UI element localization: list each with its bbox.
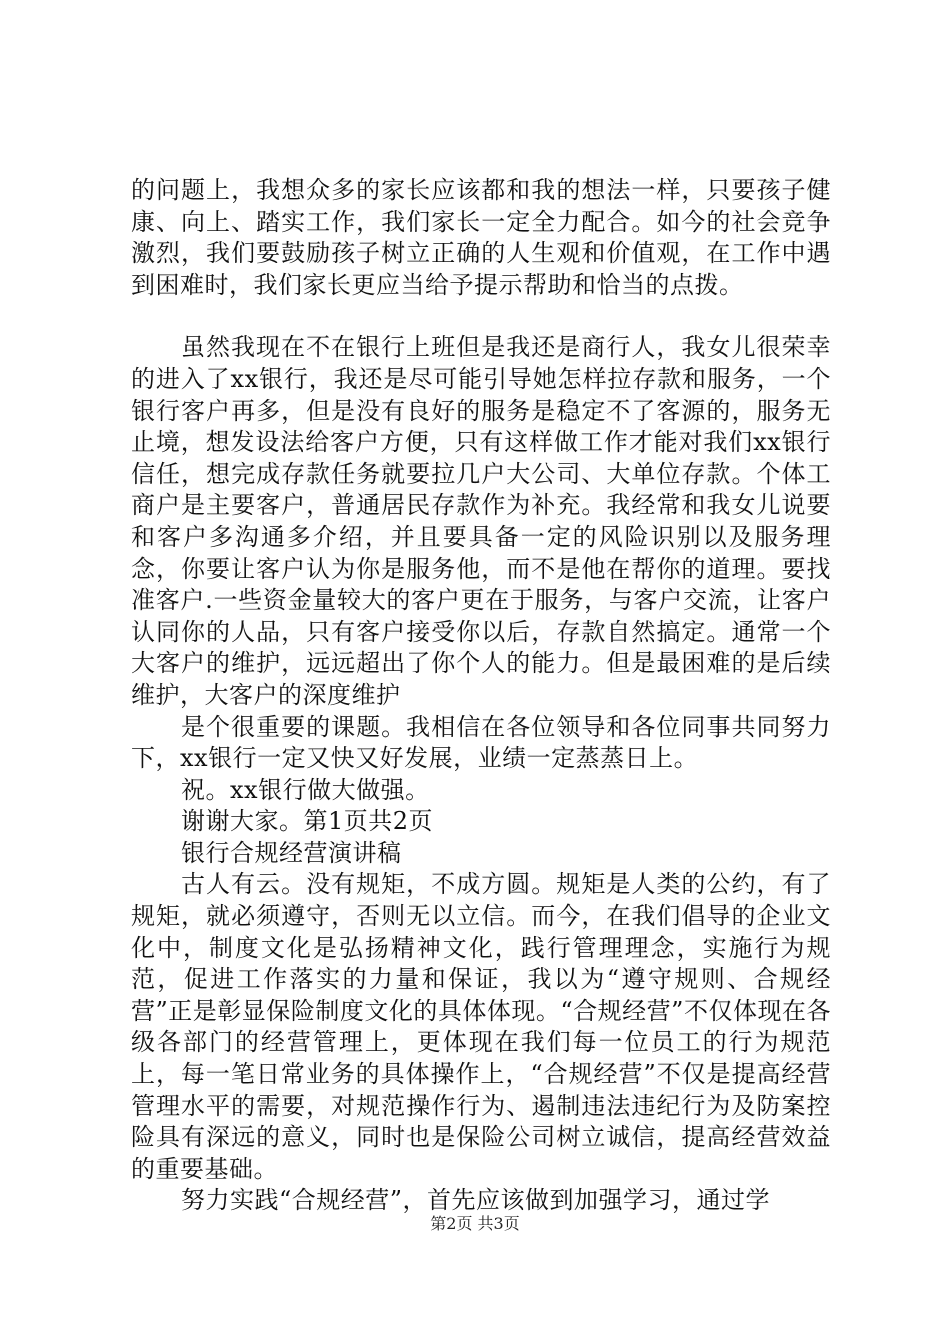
paragraph-parent-cooperation: 的问题上，我想众多的家长应该都和我的想法一样，只要孩子健康、向上、踏实工作，我们家长一定全力配合。如今的社会竞争激烈，我们要鼓励孩子树立正确的人生观和价值观，在工作中遇到困难时，我们家长更应当给予提示帮助和恰当的点拨。 bbox=[131, 176, 831, 299]
paragraph-important-topic: 是个很重要的课题。我相信在各位领导和各位同事共同努力下，xx银行一定又快又好发展，业绩一定蒸蒸日上。 bbox=[131, 712, 831, 773]
paragraph-wish: 祝。xx银行做大做强。 bbox=[181, 775, 430, 804]
paragraph-bank-service: 虽然我现在不在银行上班但是我还是商行人，我女儿很荣幸的进入了xx银行，我还是尽可能引导她怎样拉存款和服务，一个银行客户再多，但是没有良好的服务是稳定不了客源的，服务无止境，想发设法给客户方便，只有这样做工作才能对我们xx银行信任，想完成存款任务就要拉几户大公司、大单位存款。个体工商户是主要客户，普通居民存款作为补充。我经常和我女儿说要和客户多沟通多介绍，并且要具备一定的风险识别以及服务理念，你要让客户认为你是服务他，而不是他在帮你的道理。要找准客户.一些资金量较大的客户更在于服务，与客户交流，让客户认同你的人品，只有客户接受你以后，存款自然搞定。通常一个大客户的维护，远远超出了你个人的能力。但是最困难的是后续维护，大客户的深度维护 bbox=[131, 333, 831, 709]
paragraph-practice: 努力实践“合规经营”，首先应该做到加强学习，通过学 bbox=[181, 1186, 771, 1215]
paragraph-rules: 古人有云。没有规矩，不成方圆。规矩是人类的公约，有了规矩，就必须遵守，否则无以立信。而今，在我们倡导的企业文化中，制度文化是弘扬精神文化，践行管理理念，实施行为规范，促进工作落实的力量和保证，我以为“遵守规则、合规经营”正是彰显保险制度文化的具体体现。“合规经营”不仅体现在各级各部门的经营管理上，更体现在我们每一位员工的行为规范上，每一笔日常业务的具体操作上，“合规经营”不仅是提高经营管理水平的需要，对规范操作行为、遏制违法违纪行为及防案控险具有深远的意义，同时也是保险公司树立诚信，提高经营效益的重要基础。 bbox=[131, 870, 831, 1183]
document-body bbox=[131, 175, 831, 1217]
speech-title: 银行合规经营演讲稿 bbox=[181, 838, 402, 867]
paragraph-thanks: 谢谢大家。第1页共2页 bbox=[181, 807, 434, 836]
paragraph-gap bbox=[131, 301, 831, 332]
page-footer: 第2页 共3页 bbox=[430, 1214, 520, 1233]
